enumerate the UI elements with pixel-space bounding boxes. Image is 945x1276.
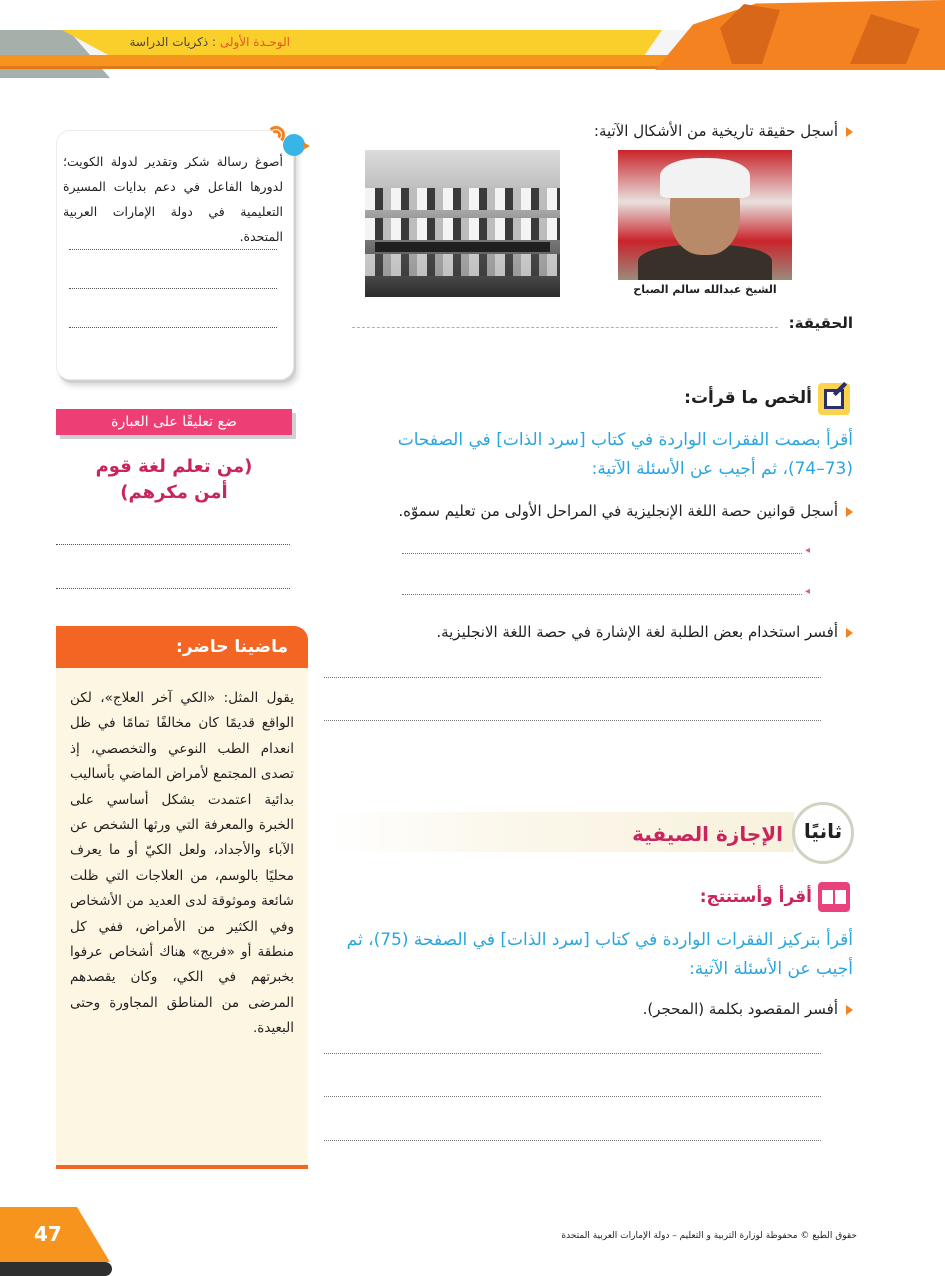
answer-line[interactable] [402,594,802,595]
photo-headdress [660,158,750,198]
photo-students-row [365,218,560,240]
bird-icon [263,122,309,162]
lesson-label: ذكريات الدراسة [129,35,209,49]
comment-answer-line[interactable] [56,544,290,545]
read-question-1-text: أفسر المقصود بكلمة (المحجر). [642,1000,838,1018]
note-text: أصوغ رسالة شكر وتقدير لدولة الكويت؛ لدورها الفاعل في دعم بدايات المسيرة التعليمية في دولة الإمارات العربية المتحدة. [63,154,283,244]
triangle-bullet-icon [846,628,853,638]
past-present-text: يقول المثل: «الكي آخر العلاج»، لكن الواقع قديمًا كان مخالفًا تمامًا في ظل انعدام الطب النوعي والتخصصي، إذ تصدى المجتمع لأمراض الماضي بأساليب بدائية اعتمدت بشكل أساسي على الخبرة والمعرفة التي ورثها الشخص عن الآباء والأجداد، ولعل الكيّ أو ما يعرف محليًا بالوسم، من العلاجات التي ظلت شائعة وموثوقة لدى العديد من الأشخاص وفي الكثير من الأمراض، ففي كل منطقة أو «فريج» هناك أشخاص عرفوا بخبرتهم في الكي، وكان يقصدهم المرضى من المناطق المجاورة وحتى البعيدة. [70,690,294,1037]
summary-question-2 [436,623,853,641]
header-separator: : [208,35,220,49]
read-instruction-line: أجيب عن الأسئلة الآتية: [688,959,853,979]
summary-title: ألخص ما قرأت: [684,388,812,408]
note-answer-line[interactable] [69,249,277,250]
note-answer-line[interactable] [69,327,277,328]
fact-answer-line[interactable] [352,327,778,328]
book-page-right [835,890,846,904]
fact-label: الحقيقة: [788,314,853,332]
photo-students-row [365,188,560,210]
summary-instruction-line: أقرأ بصمت الفقرات الواردة في كتاب [سرد الذات] في الصفحات [397,430,853,450]
quote-line: أمن مكرهم) [120,482,228,503]
photo-students-row [365,254,560,276]
photo-caption: الشيخ عبدالله سالم الصباح [633,283,777,296]
classroom-photo [365,150,560,297]
answer-line[interactable] [324,1140,821,1141]
comment-answer-line[interactable] [56,588,290,589]
book-page-left [822,890,833,904]
page-number: 47 [34,1222,62,1246]
unit-label: الوحـدة الأولى [219,35,290,49]
photo-desk [375,242,550,252]
pencil-square-icon [818,383,850,415]
signal-wave [271,130,281,140]
fact-question-text: أسجل حقيقة تاريخية من الأشكال الآتية: [593,122,838,140]
note-card [56,130,294,380]
summary-instruction [283,426,853,484]
fact-question [594,122,853,140]
section2-badge [792,802,854,864]
read-instruction-line: أقرأ بتركيز الفقرات الواردة في كتاب [سرد الذات] في الصفحة (75)، ثم [346,930,853,950]
answer-line[interactable] [402,553,802,554]
bird-body [283,134,305,156]
triangle-bullet-icon [846,507,853,517]
section2-badge-label: ثانيًا [803,819,843,843]
running-header [129,35,290,49]
comment-label-bar: ضع تعليقًا على العبارة [56,409,292,435]
answer-line[interactable] [324,677,821,678]
triangle-bullet-icon [846,127,853,137]
summary-question-1-text: أسجل قوانين حصة اللغة الإنجليزية في المراحل الأولى من تعليم سموّه. [398,502,838,520]
pink-tick-icon: ◂ [805,545,811,556]
bird-beak [303,142,310,150]
section2-title: الإجازة الصيفية [632,822,783,846]
read-question-1 [643,1000,853,1018]
answer-line[interactable] [324,1096,821,1097]
open-book-icon [818,882,850,912]
summary-instruction-line: (73–74)، ثم أجيب عن الأسئلة الآتية: [591,459,853,479]
sheikh-portrait-photo [618,150,792,280]
pink-tick-icon: ◂ [805,586,811,597]
note-answer-line[interactable] [69,288,277,289]
summary-question-2-text: أفسر استخدام بعض الطلبة لغة الإشارة في حصة اللغة الانجليزية. [436,623,838,641]
quote-text [56,454,292,506]
past-present-title: ماضينا حاضر: [56,626,308,668]
answer-line[interactable] [324,720,821,721]
copyright-notice: حقوق الطبع © محفوظة لوزارة التربية و التعليم – دولة الإمارات العربية المتحدة [561,1231,857,1241]
read-title: أقرأ وأستنتج: [699,887,812,907]
read-instruction [323,926,853,984]
summary-question-1 [398,502,853,520]
answer-line[interactable] [324,1053,821,1054]
triangle-bullet-icon [846,1005,853,1015]
quote-line: (من تعلم لغة قوم [95,456,253,477]
footer-gray-strip [0,1262,112,1276]
